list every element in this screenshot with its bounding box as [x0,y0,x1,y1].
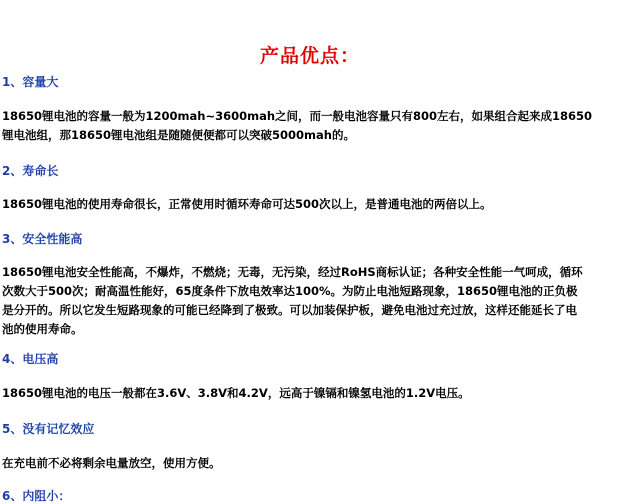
paragraph-line: 在充电前不必将剩余电量放空，使用方便。 [2,456,221,470]
paragraph-line: 18650锂电池安全性能高，不爆炸，不燃烧；无毒，无污染，经过RoHS商标认证；各种安全性能一气呵成，循环 [2,265,583,279]
paragraph-line: 18650锂电池的使用寿命很长，正常使用时循环寿命可达500次以上，是普通电池的两倍以上。 [2,197,492,211]
paragraph-line: 锂电池组，那18650锂电池组是随随便便都可以突破5000mah的。 [2,128,355,142]
section-heading-memory-effect: 5、没有记忆效应 [2,422,95,436]
section-body-capacity [2,107,614,145]
page-title: 产品优点： [259,45,360,67]
section-heading-capacity: 1、容量大 [2,75,59,89]
section-heading-internal-resistance: 6、内阻小： [2,489,71,503]
paragraph-line: 是分开的。所以它发生短路现象的可能已经降到了极致。可以加装保护板，避免电池过充过放，这样还能延长了电 [2,303,577,317]
section-body-safety [2,263,614,339]
section-heading-voltage: 4、电压高 [2,352,59,366]
section-heading-lifespan: 2、寿命长 [2,164,59,178]
section-heading-safety: 3、安全性能高 [2,232,83,246]
paragraph-line: 18650锂电池的电压一般都在3.6V、3.8V和4.2V，远高于镍镉和镍氢电池的1.2V电压。 [2,386,470,400]
paragraph-line: 次数大于500次；耐高温性能好，65度条件下放电效率达100%。为防止电池短路现象，18650锂电池的正负极 [2,284,578,298]
paragraph-line: 18650锂电池的容量一般为1200mah~3600mah之间，而一般电池容量只有800左右，如果组合起来成18650 [2,109,593,123]
section-body-memory-effect [2,454,614,473]
section-body-lifespan [2,195,614,214]
section-body-voltage [2,384,614,403]
paragraph-line: 池的使用寿命。 [2,322,83,336]
